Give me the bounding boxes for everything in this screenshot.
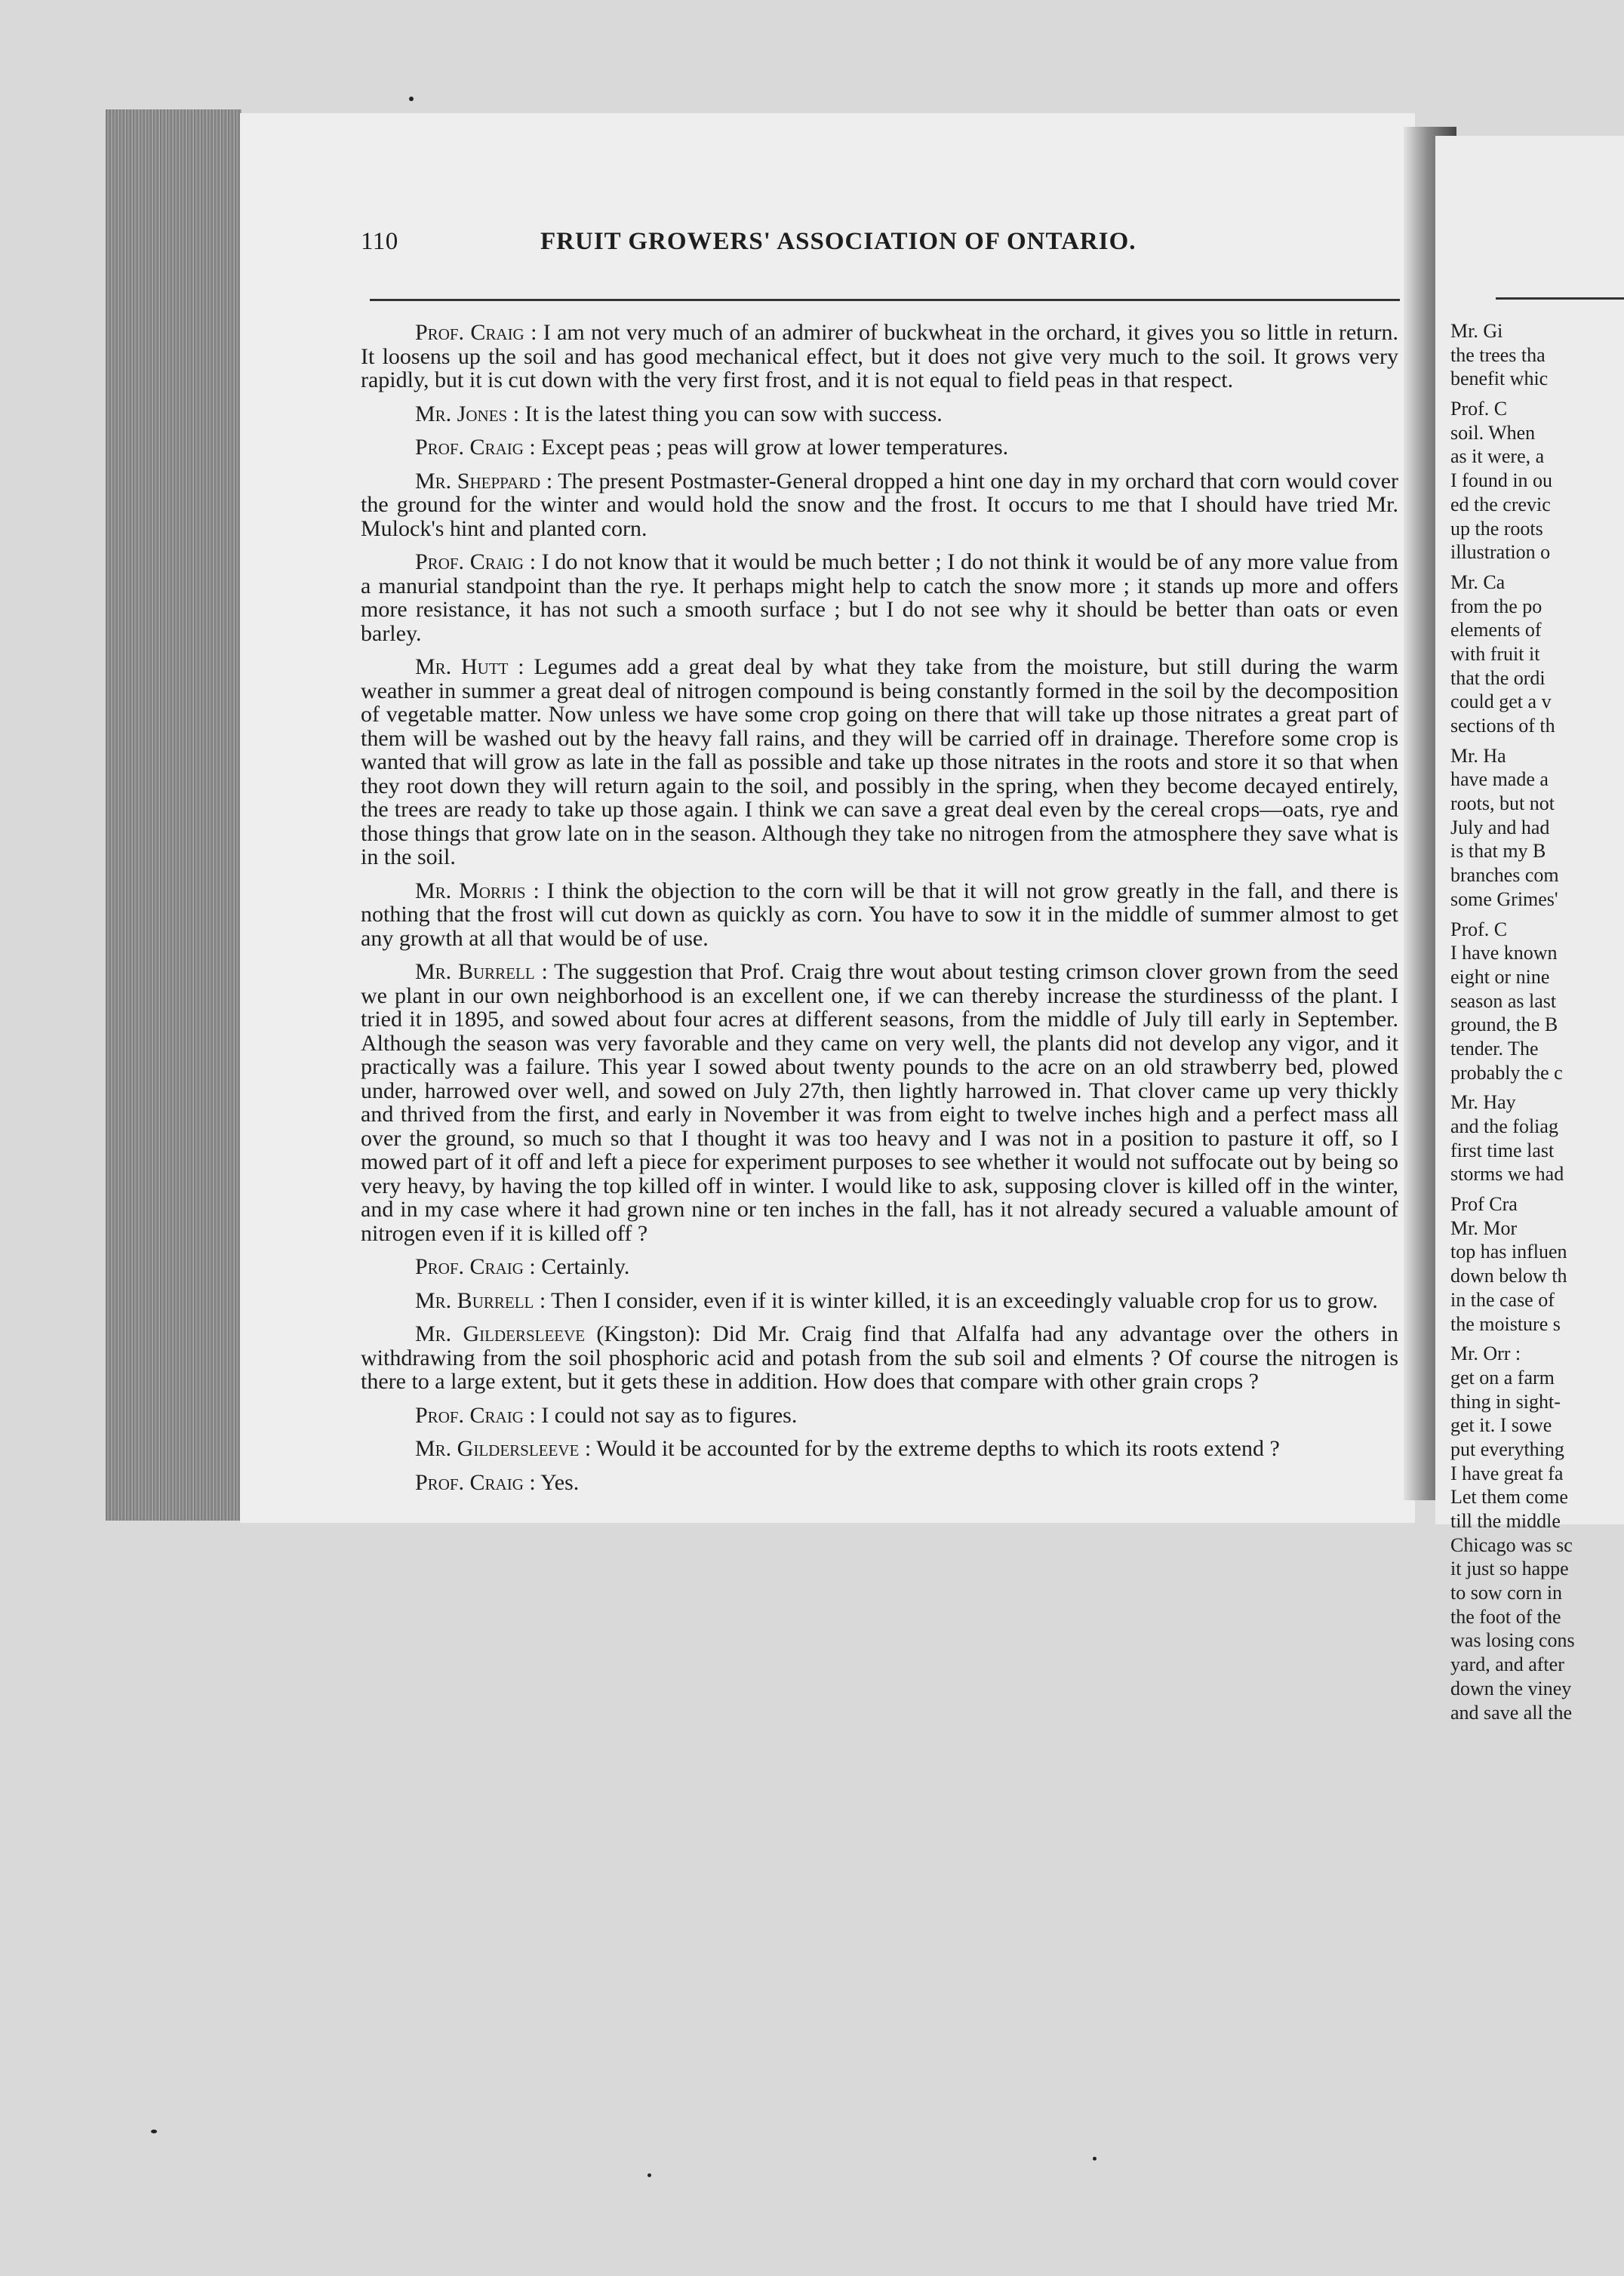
facing-page-line bbox=[1450, 1186, 1624, 1192]
facing-page-line: with fruit it bbox=[1450, 642, 1540, 665]
facing-page-line: Prof. C bbox=[1450, 398, 1508, 420]
speaker: Mr. Hutt : bbox=[415, 654, 524, 679]
facing-page-line: I have known bbox=[1450, 942, 1558, 964]
facing-page-line: down the viney bbox=[1450, 1677, 1572, 1699]
facing-page-line: Mr. Ha bbox=[1450, 744, 1506, 767]
facing-page-line: put everything bbox=[1450, 1438, 1564, 1460]
paragraph-text: Certainly. bbox=[541, 1254, 630, 1279]
facing-page-line: I found in ou bbox=[1450, 469, 1553, 492]
speaker: Prof. Craig : bbox=[415, 549, 537, 574]
facing-page-lines bbox=[1450, 319, 1624, 1724]
paragraph bbox=[361, 1322, 1398, 1394]
facing-page-line: up the roots bbox=[1450, 517, 1543, 540]
speaker: Mr. Gildersleeve bbox=[415, 1321, 586, 1346]
header-rule bbox=[370, 299, 1400, 301]
speaker: Prof. Craig : bbox=[415, 1402, 536, 1428]
paragraph-text: The present Postmaster-General dropped a hint one day in my orchard that corn would cover the ground for the winter and would hold the snow and the frost. It occurs to me that I should have tried Mr. Mulock's hint and planted corn. bbox=[361, 468, 1398, 541]
paragraph bbox=[361, 550, 1398, 645]
facing-page-line: branches com bbox=[1450, 864, 1559, 887]
facing-page-line: the foot of the bbox=[1450, 1605, 1561, 1628]
speaker: Mr. Burrell : bbox=[415, 959, 548, 984]
scan-speck bbox=[647, 2173, 651, 2177]
paragraph bbox=[361, 960, 1398, 1245]
facing-page-line: ed the crevic bbox=[1450, 493, 1551, 515]
paragraph-text: It is the latest thing you can sow with success. bbox=[524, 401, 943, 426]
facing-page-line: soil. When bbox=[1450, 421, 1536, 444]
paragraph bbox=[361, 879, 1398, 951]
facing-page-line bbox=[1450, 738, 1624, 744]
paragraph bbox=[361, 1255, 1398, 1279]
speaker: Mr. Morris : bbox=[415, 878, 540, 903]
facing-page-line: that the ordi bbox=[1450, 666, 1546, 689]
facing-page-line bbox=[1450, 1084, 1624, 1090]
facing-page-line: illustration o bbox=[1450, 541, 1551, 564]
facing-page-line: Mr. Gi bbox=[1450, 320, 1503, 342]
paragraph-text: The suggestion that Prof. Craig thre wout about testing crimson clover grown from the seed we plant in our own neighborhood is an excellent one, if we can thereby increase the sturdinesss of the plant. I tried it in 1895, and sowed about four acres at different seasons, from the middle of July till early in September. Although the season was very favorable and they came on very well, the plants did not develop any vigor, and it practically was a failure. This year I sowed about twenty pounds to the acre on an old strawberry bed, plowed under, harrowed over well, and sowed on July 27th, then lightly harrowed in. That clover came up very thickly and thrived from the first, and early in November it was from eight to twelve inches high and a perfect mass all over the ground, so much so that I thought it was too heavy and I was not in a position to pasture it off, so I mowed part of it off and left a piece for experiment purposes to see whether it would not suffocate out by being so very heavy, by having the top killed off in winter. I would like to ask, supposing clover is killed off in the winter, and in my case where it had grown nine or ten inches in the fall, has it not already secured a valuable amount of nitrogen even if it is killed off ? bbox=[361, 959, 1398, 1246]
facing-page-line: season as last bbox=[1450, 989, 1557, 1012]
facing-page-line: to sow corn in bbox=[1450, 1582, 1563, 1604]
page-header bbox=[361, 223, 1402, 269]
facing-page-line: is that my B bbox=[1450, 840, 1546, 863]
facing-page-line: top has influen bbox=[1450, 1241, 1567, 1263]
facing-page-line: Chicago was sc bbox=[1450, 1533, 1573, 1556]
facing-page-line: first time last bbox=[1450, 1139, 1555, 1161]
paragraph bbox=[361, 655, 1398, 869]
paragraph-text: I am not very much of an admirer of buckwheat in the orchard, it gives you so little in return. It loosens up the soil and has good mechanical effect, but it does not give very much to the soil. It grows very rapidly, but it is cut down with the very first frost, and it is not equal to field peas in that respect. bbox=[361, 320, 1399, 392]
speaker: Prof. Craig : bbox=[415, 1254, 536, 1279]
facing-page-line bbox=[1450, 1336, 1624, 1342]
speaker: Prof. Craig : bbox=[415, 1469, 536, 1495]
facing-page-line: could get a v bbox=[1450, 690, 1552, 713]
facing-page-line: probably the c bbox=[1450, 1061, 1563, 1084]
facing-page-line: eight or nine bbox=[1450, 965, 1550, 988]
facing-page-line: storms we had bbox=[1450, 1163, 1564, 1186]
facing-page-line: and save all the bbox=[1450, 1701, 1572, 1724]
facing-page-line: July and had bbox=[1450, 816, 1550, 838]
paragraph-text: I think the objection to the corn will be that it will not grow greatly in the fall, and there is nothing that the frost will cut down as quickly as corn. You have to sow it in the middle of summer almost to get any growth at all that would be of use. bbox=[361, 878, 1399, 951]
paragraph bbox=[361, 1437, 1398, 1461]
paragraph-text: (Kingston): Did Mr. Craig find that Alfalfa had any advantage over the others in withdrawing from the soil phosphoric acid and potash from the sub soil and elments ? Of course the nitrogen is there to a large extent, but it gets these in addition. How does that compare with other grain crops ? bbox=[361, 1321, 1399, 1394]
facing-page-line bbox=[1450, 912, 1624, 918]
paragraph-text: Would it be accounted for by the extreme depths to which its roots extend ? bbox=[596, 1436, 1280, 1461]
facing-page-line: elements of bbox=[1450, 619, 1542, 641]
speaker: Prof. Craig : bbox=[415, 320, 537, 345]
paragraph bbox=[361, 1404, 1398, 1428]
facing-page-line: some Grimes' bbox=[1450, 887, 1558, 910]
facing-page-line: benefit whic bbox=[1450, 368, 1549, 390]
facing-page-line bbox=[1450, 391, 1624, 397]
paragraph bbox=[361, 321, 1398, 392]
facing-page-line bbox=[1450, 564, 1624, 571]
speaker: Mr. Gildersleeve : bbox=[415, 1436, 592, 1461]
facing-page-line: thing in sight- bbox=[1450, 1390, 1561, 1413]
paragraph-text: I do not know that it would be much better ; I do not think it would be of any more value from a manurial standpoint than the rye. It perhaps might help to catch the snow more ; it stands up more and offers more resistance, it has not such a smooth surface ; but I do not see why it should be better than oats or even barley. bbox=[361, 549, 1399, 646]
paragraph bbox=[361, 1289, 1398, 1313]
page-number: 110 bbox=[361, 228, 398, 255]
facing-page-line: the moisture s bbox=[1450, 1312, 1561, 1335]
running-title: FRUIT GROWERS' ASSOCIATION OF ONTARIO. bbox=[540, 228, 1136, 255]
facing-page-line: Mr. Mor bbox=[1450, 1216, 1518, 1239]
facing-page-line: in the case of bbox=[1450, 1288, 1555, 1311]
scan-speck bbox=[151, 2130, 157, 2133]
facing-page-column bbox=[1450, 287, 1624, 1724]
speaker: Mr. Jones : bbox=[415, 401, 520, 426]
facing-page-line: roots, but not bbox=[1450, 792, 1555, 815]
facing-page-line: sections of th bbox=[1450, 715, 1555, 737]
facing-page-line: was losing cons bbox=[1450, 1629, 1575, 1652]
discussion-text bbox=[361, 321, 1398, 1504]
facing-page-line: the trees tha bbox=[1450, 343, 1546, 366]
scan-speck bbox=[1093, 2157, 1097, 2161]
facing-page-line: from the po bbox=[1450, 595, 1542, 617]
paragraph-text: Then I consider, even if it is winter killed, it is an exceedingly valuable crop for us to grow. bbox=[551, 1287, 1378, 1313]
facing-page-line: I have great fa bbox=[1450, 1462, 1564, 1484]
facing-page-line: as it were, a bbox=[1450, 445, 1545, 468]
speaker: Prof. Craig : bbox=[415, 435, 536, 460]
facing-page-line: ground, the B bbox=[1450, 1013, 1558, 1036]
facing-page-line: it just so happe bbox=[1450, 1558, 1569, 1580]
facing-page-rule bbox=[1496, 297, 1624, 300]
scan-speck bbox=[409, 97, 414, 101]
facing-page-line: tender. The bbox=[1450, 1037, 1539, 1060]
speaker: Mr. Sheppard : bbox=[415, 468, 553, 494]
facing-page-line: yard, and after bbox=[1450, 1653, 1564, 1676]
book-page-edges bbox=[106, 109, 241, 1521]
paragraph bbox=[361, 469, 1398, 541]
paragraph-text: Except peas ; peas will grow at lower temperatures. bbox=[541, 435, 1009, 460]
speaker: Mr. Burrell : bbox=[415, 1287, 546, 1313]
facing-page-line: Mr. Ca bbox=[1450, 571, 1506, 593]
paragraph-text: I could not say as to figures. bbox=[541, 1402, 798, 1428]
paragraph bbox=[361, 402, 1398, 426]
facing-page-line: have made a bbox=[1450, 768, 1549, 791]
facing-page-line: Mr. Orr : bbox=[1450, 1343, 1521, 1365]
facing-page-line: get it. I sowe bbox=[1450, 1414, 1552, 1437]
facing-page-line: and the foliag bbox=[1450, 1115, 1558, 1137]
paragraph-text: Legumes add a great deal by what they take from the moisture, but still during the warm weather in summer a great deal of nitrogen compound is being constantly formed in the soil by the decomposition of vegetable matter. Now unless we have some crop going on there that will take up those nitrates a great part of them will be washed out by the heavy fall rains, and they will be carried off in drainage. Therefore some crop is wanted that will grow as late in the fall as possible and take up those nitrates in the roots and store it so that when they root down they will return again to the soil, and possibly in the spring, when they become decayed entirely, the trees are ready to take up those again. I think we can save a great deal even by the cereal crops—oats, rye and those things that grow late on in the season. Although they take no nitrogen from the atmosphere they save what is in the soil. bbox=[361, 654, 1398, 869]
paragraph bbox=[361, 1471, 1398, 1495]
facing-page-line: Prof Cra bbox=[1450, 1193, 1518, 1216]
facing-page-line: down below th bbox=[1450, 1265, 1567, 1287]
facing-page-line: Mr. Hay bbox=[1450, 1091, 1516, 1114]
facing-page-line: till the middle bbox=[1450, 1510, 1561, 1532]
paragraph bbox=[361, 435, 1398, 460]
facing-page-line: get on a farm bbox=[1450, 1366, 1555, 1389]
paragraph-text: Yes. bbox=[540, 1469, 580, 1495]
facing-page-line: Let them come bbox=[1450, 1486, 1568, 1509]
facing-page-line: Prof. C bbox=[1450, 918, 1508, 940]
